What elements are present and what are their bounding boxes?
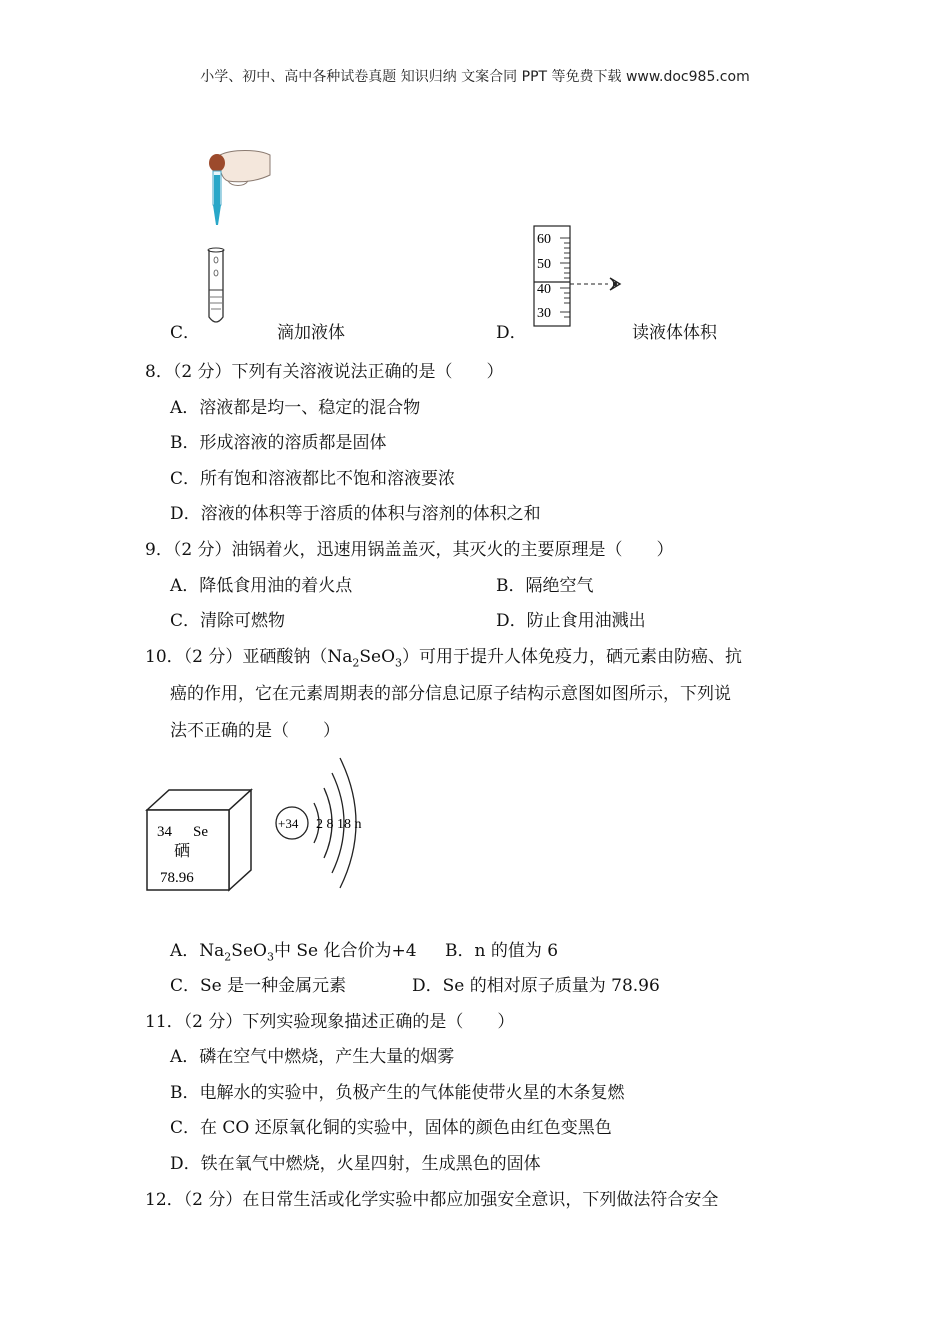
q7-option-d-letter: D．: [496, 323, 527, 343]
q7-option-c-letter: C．: [170, 323, 201, 343]
element-symbol: Se: [193, 824, 208, 840]
cylinder-tick-50: 50: [537, 257, 551, 272]
q11-option-b: B．电解水的实验中，负极产生的气体能使带火星的木条复燃: [170, 1083, 625, 1103]
q8-option-c: C．所有饱和溶液都比不饱和溶液要浓: [170, 469, 456, 489]
q11-option-a: A．磷在空气中燃烧，产生大量的烟雾: [170, 1047, 455, 1067]
q10-stem-line3: 法不正确的是（ ）: [170, 721, 340, 741]
selenium-atom-diagram: [272, 748, 382, 898]
cylinder-tick-30: 30: [537, 306, 551, 321]
q12-stem: 12．（2 分）在日常生活或化学实验中都应加强安全意识，下列做法符合安全: [145, 1190, 719, 1210]
q10-option-b: B．n 的值为 6: [445, 941, 559, 961]
q9-option-b: B．隔绝空气: [496, 576, 594, 596]
cylinder-tick-60: 60: [537, 232, 551, 247]
page-header: 小学、初中、高中各种试卷真题 知识归纳 文案合同 PPT 等免费下载 www.doc985.com: [200, 69, 750, 85]
q11-option-c: C．在 CO 还原氧化铜的实验中，固体的颜色由红色变黑色: [170, 1118, 612, 1138]
q10-option-d: D．Se 的相对原子质量为 78.96: [412, 976, 660, 996]
element-name: 硒: [174, 841, 191, 860]
q8-option-b: B．形成溶液的溶质都是固体: [170, 433, 387, 453]
q11-stem: 11．（2 分）下列实验现象描述正确的是（ ）: [145, 1012, 515, 1032]
q10-stem-line2: 癌的作用，它在元素周期表的部分信息记原子结构示意图如图所示，下列说: [170, 684, 731, 704]
q10-stem-line1: 10．（2 分）亚硒酸钠$(Na_2SeO_3)$可用于提升人体免疫力，硒元素由防癌、抗: [145, 647, 743, 670]
q11-option-d: D．铁在氧气中燃烧，火星四射，生成黑色的固体: [170, 1154, 541, 1174]
dropper-figure: [188, 145, 278, 330]
q10-option-a: A．$Na_2SeO_3$中 Se 化合价为+4: [170, 941, 417, 964]
q9-option-c: C．清除可燃物: [170, 611, 286, 631]
element-number: 34: [157, 824, 172, 840]
q9-option-d: D．防止食用油溅出: [496, 611, 646, 631]
cylinder-tick-40: 40: [537, 282, 551, 297]
element-mass: 78.96: [160, 870, 194, 886]
q8-option-a: A．溶液都是均一、稳定的混合物: [170, 398, 421, 418]
atom-shells: 2 8 18 n: [316, 817, 362, 832]
q10-option-c: C．Se 是一种金属元素: [170, 976, 347, 996]
q9-option-a: A．降低食用油的着火点: [170, 576, 353, 596]
q7-option-c-caption: 滴加液体: [277, 323, 345, 343]
q8-option-d: D．溶液的体积等于溶质的体积与溶剂的体积之和: [170, 504, 541, 524]
q7-option-d-caption: 读液体体积: [632, 323, 717, 343]
graduated-cylinder-figure: [524, 222, 634, 330]
q9-stem: 9．（2 分）油锅着火，迅速用锅盖盖灭，其灭火的主要原理是（ ）: [145, 540, 674, 560]
q8-stem: 8．（2 分）下列有关溶液说法正确的是（ ）: [145, 362, 504, 382]
atom-nucleus: +34: [278, 816, 299, 831]
selenium-element-cell: [143, 788, 255, 894]
